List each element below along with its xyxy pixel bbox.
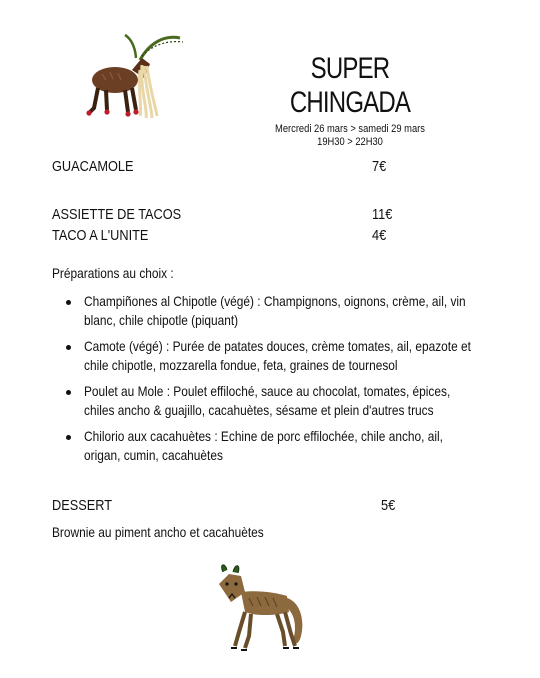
preparations-list	[66, 292, 536, 472]
list-item: Champiñones al Chipotle (végé) : Champignons, oignons, crème, ail, vin blanc, chile chipotle (piquant)	[66, 292, 536, 330]
list-item: Chilorio aux cacahuètes : Echine de porc effilochée, chile ancho, ail, origan, cumin, cacahuètes	[66, 427, 536, 465]
dessert-description: Brownie au piment ancho et cacahuètes	[52, 524, 264, 540]
event-dates: Mercredi 26 mars > samedi 29 mars	[275, 123, 425, 135]
price-taco: 4€	[372, 227, 387, 244]
preparations-title: Préparations au choix :	[52, 265, 174, 281]
price-assiette: 11€	[372, 206, 393, 223]
page-title: SUPER CHINGADA	[289, 52, 411, 119]
price-guacamole: 7€	[372, 158, 387, 175]
menu-item-dessert: DESSERT	[52, 497, 112, 514]
price-dessert: 5€	[381, 497, 396, 514]
bullet	[66, 390, 71, 395]
list-item: Camote (végé) : Purée de patates douces, crème tomates, ail, epazote et chile chipotle, mozzarella fondue, feta, graines de tournesol	[66, 337, 536, 375]
event-header	[230, 52, 470, 149]
bullet	[66, 345, 71, 350]
bullet	[66, 435, 71, 440]
bullet	[66, 300, 71, 305]
menu-item-taco: TACO A L'UNITE	[52, 227, 149, 244]
list-item: Poulet au Mole : Poulet effiloché, sauce au chocolat, tomates, épices, chiles ancho & guajillo, cacahuètes, sésame et plein d'autres trucs	[66, 382, 536, 420]
menu-item-assiette: ASSIETTE DE TACOS	[52, 206, 182, 223]
menu-item-guacamole: GUACAMOLE	[52, 158, 134, 175]
fox-illustration	[205, 562, 310, 654]
goat-illustration	[80, 30, 190, 125]
event-hours: 19H30 > 22H30	[317, 136, 383, 148]
